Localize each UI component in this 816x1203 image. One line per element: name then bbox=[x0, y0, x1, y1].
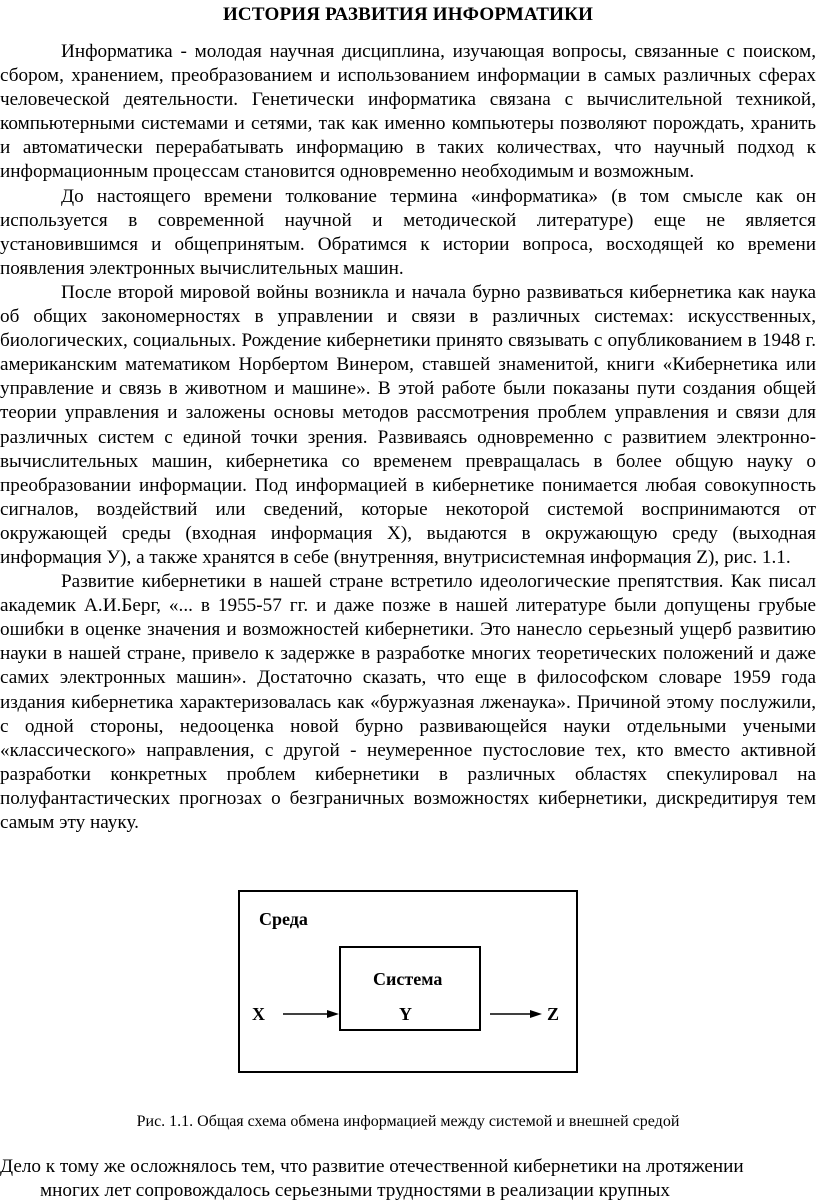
internal-label: Y bbox=[399, 1004, 412, 1024]
paragraph-3: После второй мировой войны возникла и начала бурно развиваться кибернетика как наука об общих закономерностях в управлении и связи в различных системах: искусственных, биологических, социальных. Рождение кибернетики принято связывать с опубликованием в 1948 г. американским математиком Норбертом Винером, ставшей знаменитой, книги «Кибернетика или управление и связь в животном и машине». В этой работе были показаны пути создания общей теории управления и заложены основы методов рассмотрения проблем управления и связи для различных систем с единой точки зрения. Развиваясь одновременно с развитием электронно-вычислительных машин, кибернетика со временем превращалась в более общую науку о преобразовании информации. Под информацией в кибернетике понимается любая совокупность сигналов, воздействий или сведений, которые некоторой системой воспринимаются от окружающей среды (входная информация X), выдаются в окружающую среду (выходная информация У), а также хранятся в себе (внутренняя, внутрисистемная информация Z), рис. 1.1. bbox=[0, 281, 816, 568]
paragraph-2: До настоящего времени толкование термина «информатика» (в том смысле как он используется в современной научной и методической литературе) еще не является установившимся и общепринятым. Обратимся к истории вопроса, восходящей ко времени появления электронных вычислительных машин. bbox=[0, 185, 816, 279]
output-arrow-head bbox=[530, 1010, 542, 1018]
document-body bbox=[0, 40, 816, 835]
system-label: Система bbox=[373, 969, 443, 989]
input-arrow-head bbox=[327, 1010, 339, 1018]
environment-label: Среда bbox=[259, 909, 308, 929]
figure-caption: Рис. 1.1. Общая схема обмена информацией между системой и внешней средой bbox=[136, 1113, 680, 1130]
document-title: ИСТОРИЯ РАЗВИТИЯ ИНФОРМАТИКИ bbox=[222, 4, 594, 25]
continuation-line-1: Дело к тому же осложнялось тем, что развитие отечественной кибернетики на лротяжении bbox=[0, 1156, 744, 1177]
continuation-line-2: многих лет сопровождалось серьезными трудностями в реализации крупных bbox=[40, 1180, 670, 1201]
paragraph-1: Информатика - молодая научная дисциплина, изучающая вопросы, связанные с поиском, сбором, хранением, преобразованием и использованием информации в самых различных сферах человеческой деятельности. Генетически информатика связана с вычислительной техникой, компьютерными системами и сетями, так как именно компьютеры позволяют порождать, хранить и автоматически перерабатывать информацию в таких количествах, что научный подход к информационным процессам становится одновременно необходимым и возможным. bbox=[0, 41, 816, 183]
figure-system-environment bbox=[238, 890, 578, 1073]
output-label: Z bbox=[547, 1004, 560, 1024]
paragraph-4: Развитие кибернетики в нашей стране встретило идеологические препятствия. Как писал академик А.И.Берг, «... в 1955-57 гг. и даже позже в нашей литературе были допущены грубые ошибки в оценке значения и возможностей кибернетики. Это нанесло серьезный ущерб развитию науки в нашей стране, привело к задержке в разработке многих теоретических положений и даже самих электронных машин». Достаточно сказать, что еще в философском словаре 1959 года издания кибернетика характеризовалась как «буржуазная лженаука». Причиной этому послужили, с одной стороны, недооценка новой бурно развивающейся науки отдельными учеными «классического» направления, с другой - неумеренное пустословие тех, кто вместо активной разработки конкретных проблем кибернетики в различных областях спекулировал на полуфантастических прогнозах о безграничных возможностях кибернетики, дискредитируя тем самым эту науку. bbox=[0, 571, 816, 833]
continuation-text bbox=[0, 1155, 800, 1203]
input-label: X bbox=[252, 1004, 265, 1024]
